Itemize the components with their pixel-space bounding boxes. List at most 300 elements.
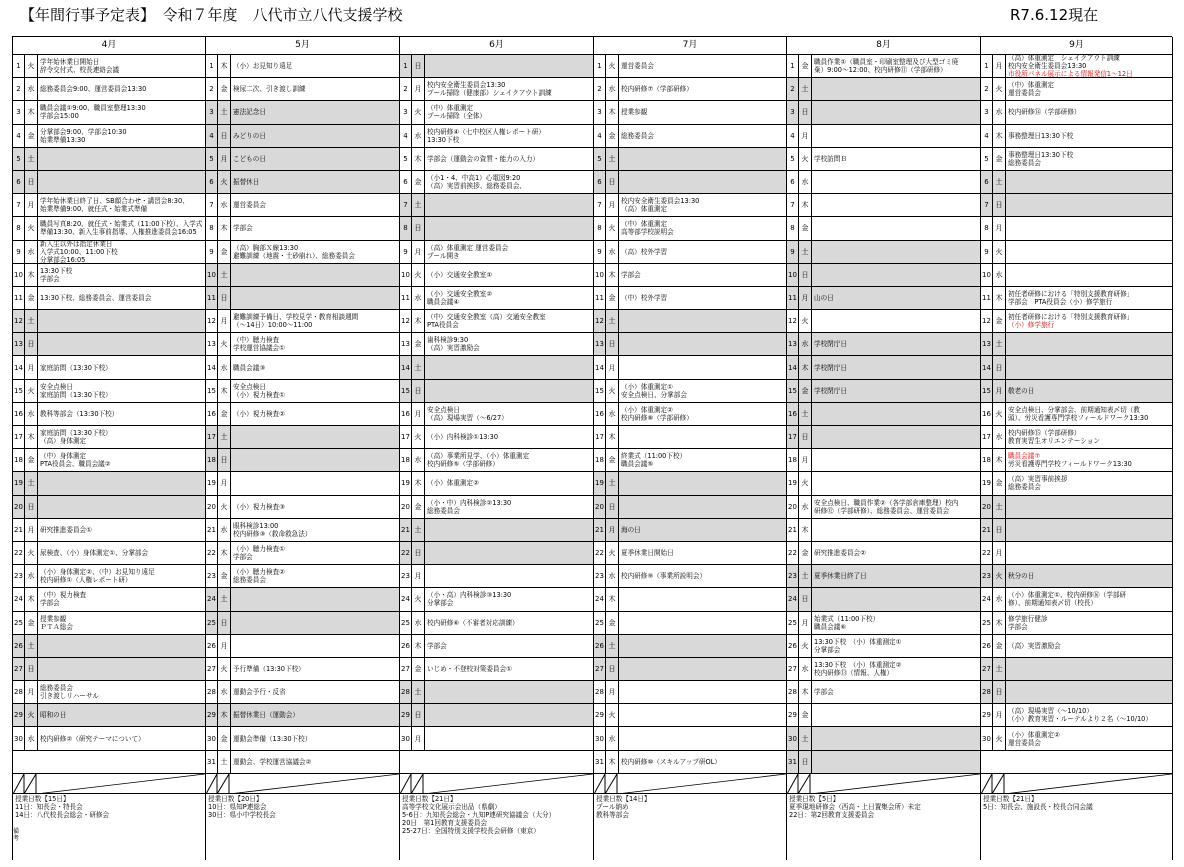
- event-text: （小）修学旅行: [1008, 321, 1055, 330]
- weekday: 木: [799, 681, 812, 703]
- day-events: [231, 380, 399, 402]
- day-row: [13, 148, 205, 171]
- day-number: 27: [13, 658, 25, 680]
- weekday: 水: [25, 241, 38, 263]
- event-text: プール掃除（全体）: [427, 112, 487, 121]
- weekday: 木: [412, 148, 425, 170]
- day-row: [400, 78, 593, 101]
- event-text: 夏季休業日終了日: [814, 572, 867, 581]
- day-events: [38, 496, 205, 518]
- note-line: 夏季現地研修会（西高・上日置集会所）未定: [789, 802, 921, 811]
- event-text: （高）実習激励会: [1008, 641, 1061, 650]
- day-number: 1: [594, 55, 606, 77]
- weekday: 土: [799, 78, 812, 100]
- month-column: [13, 37, 206, 860]
- weekday: 木: [993, 449, 1006, 471]
- day-events: [812, 449, 980, 471]
- day-number: 25: [13, 612, 25, 634]
- day-row: [594, 704, 786, 727]
- weekday: 水: [993, 426, 1006, 448]
- page-title: 【年間行事予定表】 令和７年度 八代市立八代支援学校: [20, 6, 403, 24]
- month-header: 9月: [981, 37, 1172, 55]
- day-events: [38, 171, 205, 193]
- event-text: （小）体重測定②: [621, 405, 674, 414]
- day-events: [1006, 472, 1172, 494]
- day-row: [400, 449, 593, 472]
- day-number: 15: [981, 380, 993, 402]
- event-text: 山の日: [814, 293, 834, 302]
- event-text: （小）体重測定①、校内研修⑯（学部研: [1008, 591, 1127, 600]
- weekday: 土: [412, 194, 425, 216]
- day-row: [594, 356, 786, 379]
- day-row: [981, 171, 1172, 194]
- day-number: 18: [400, 449, 412, 471]
- weekday: 日: [412, 542, 425, 564]
- day-events: [619, 449, 786, 471]
- day-number: 8: [400, 217, 412, 239]
- event-text: 安全点検日: [233, 382, 266, 391]
- day-row: [787, 519, 980, 542]
- weekday: 金: [606, 449, 619, 471]
- day-row: [981, 241, 1172, 264]
- day-events: [425, 264, 593, 286]
- event-text: 校内安全衛生委員会13:30: [427, 81, 506, 90]
- weekday: 日: [25, 171, 38, 193]
- day-events: [619, 658, 786, 680]
- day-number: 15: [13, 380, 25, 402]
- day-events: [425, 241, 593, 263]
- event-text: （中）身体測定: [40, 452, 87, 461]
- day-row: [13, 612, 205, 635]
- day-number: 13: [981, 333, 993, 355]
- day-number: 6: [981, 171, 993, 193]
- weekday: 火: [412, 588, 425, 610]
- weekday: 日: [799, 751, 812, 773]
- day-row: [981, 496, 1172, 519]
- event-text: 安全点検日、職員作業②（各学部倉庫整理）校内: [814, 498, 959, 507]
- weekday: 月: [606, 519, 619, 541]
- month-notes: [13, 794, 205, 820]
- day-row: [13, 588, 205, 611]
- day-number: 28: [594, 681, 606, 703]
- weekday: 火: [993, 565, 1006, 587]
- day-number: 19: [400, 472, 412, 494]
- day-number: 30: [981, 727, 993, 749]
- note-line: 10日：県知P連総会: [208, 802, 267, 811]
- event-text: 安全点検日: [40, 382, 73, 391]
- weekday: 金: [799, 217, 812, 239]
- day-events: [812, 217, 980, 239]
- day-events: [231, 704, 399, 726]
- day-number: 4: [594, 125, 606, 147]
- weekday: 金: [993, 472, 1006, 494]
- weekday: 金: [606, 612, 619, 634]
- event-text: 学校閉庁日: [814, 363, 847, 372]
- day-row: [13, 287, 205, 310]
- day-row: [981, 449, 1172, 472]
- weekday: 月: [412, 403, 425, 425]
- day-number: 30: [400, 727, 412, 749]
- weekday: 水: [412, 125, 425, 147]
- weekday: 火: [25, 55, 38, 77]
- weekday: 月: [993, 542, 1006, 564]
- day-events: [812, 125, 980, 147]
- day-events: [425, 287, 593, 309]
- day-row: [787, 472, 980, 495]
- day-row: [787, 287, 980, 310]
- day-number: 27: [206, 658, 218, 680]
- day-row: [13, 55, 205, 78]
- weekday: 土: [25, 472, 38, 494]
- day-events: [1006, 704, 1172, 726]
- day-number: 3: [981, 101, 993, 123]
- day-row: [206, 496, 399, 519]
- day-number: 30: [206, 727, 218, 749]
- event-text: 学部会: [1008, 622, 1028, 631]
- day-number: 24: [594, 588, 606, 610]
- day-row: [787, 588, 980, 611]
- day-events: [425, 171, 593, 193]
- day-events: [231, 148, 399, 170]
- note-line: 5-6日：九知長会総会・九知P連研究協議会（大分）: [402, 810, 556, 819]
- event-text: 修学旅行健診: [1008, 614, 1048, 623]
- event-text: （高）体重測定 シェイクアウト訓練: [1008, 55, 1120, 63]
- day-row: [594, 588, 786, 611]
- note-line: 30日：県小中学校長会: [208, 810, 276, 819]
- day-row: [787, 148, 980, 171]
- event-text: 引き渡しリハーサル: [40, 692, 99, 701]
- event-text: 尿検査、（小）身体測定①、分掌部会: [40, 549, 149, 558]
- day-number: 17: [13, 426, 25, 448]
- calendar-grid: [12, 36, 1172, 860]
- day-row: [206, 635, 399, 658]
- weekday: 月: [412, 78, 425, 100]
- month-header: 4月: [13, 37, 205, 55]
- day-number: 30: [13, 727, 25, 749]
- weekday: 金: [412, 333, 425, 355]
- day-events: [619, 426, 786, 448]
- day-events: [812, 658, 980, 680]
- weekday: 金: [799, 380, 812, 402]
- event-text: 校内研修⑩（スキルアップ研OL）: [621, 757, 721, 766]
- event-text: 学年始休業日終了日、SB顔合わせ・講習会8:30、: [40, 197, 189, 206]
- weekday: 水: [218, 681, 231, 703]
- weekday: 土: [218, 751, 231, 773]
- event-text: （高）体重測定 運営委員会: [427, 243, 509, 252]
- event-text: （小）聴力検査①: [233, 545, 286, 554]
- day-number: 30: [787, 727, 799, 749]
- weekday: 日: [606, 171, 619, 193]
- day-number: 28: [787, 681, 799, 703]
- day-events: [231, 55, 399, 77]
- weekday: 日: [799, 588, 812, 610]
- event-text: 学部会15:00: [40, 112, 79, 121]
- day-row: [206, 241, 399, 264]
- day-row: [981, 426, 1172, 449]
- event-text: 学部会: [40, 599, 60, 608]
- event-text: 棄）9:00～12:00、校内研修⑪（学部研修）: [814, 66, 947, 75]
- day-events: [38, 472, 205, 494]
- day-number: 6: [206, 171, 218, 193]
- day-row: [594, 751, 786, 774]
- day-number: 31: [787, 751, 799, 773]
- day-number: 3: [594, 101, 606, 123]
- event-text: 校内研修⑧（学部研修）: [621, 413, 693, 422]
- slash-lines: [13, 774, 205, 794]
- day-row: [13, 635, 205, 658]
- weekday: 土: [606, 310, 619, 332]
- event-text: 高等部学校説明会: [621, 228, 674, 237]
- weekday: 月: [25, 681, 38, 703]
- weekday: 水: [25, 403, 38, 425]
- day-number: 9: [594, 241, 606, 263]
- weekday: 火: [412, 101, 425, 123]
- day-events: [425, 588, 593, 610]
- month-column: [787, 37, 981, 860]
- day-events: [1006, 635, 1172, 657]
- day-number: 21: [594, 519, 606, 541]
- day-events: [812, 472, 980, 494]
- day-number: 29: [594, 704, 606, 726]
- day-row: [594, 55, 786, 78]
- day-events: [38, 194, 205, 216]
- day-row: [206, 472, 399, 495]
- day-number: 19: [594, 472, 606, 494]
- day-row: [787, 658, 980, 681]
- day-number: 22: [594, 542, 606, 564]
- day-events: [1006, 519, 1172, 541]
- weekday: 水: [606, 78, 619, 100]
- day-number: 8: [206, 217, 218, 239]
- day-number: 11: [981, 287, 993, 309]
- day-row: [594, 727, 786, 750]
- event-text: 事務整理日13:30下校: [1008, 131, 1074, 140]
- event-text: 総務委員会: [1008, 483, 1041, 492]
- day-events: [1006, 264, 1172, 286]
- day-row: [13, 542, 205, 565]
- day-row: [787, 727, 980, 750]
- day-number: 26: [981, 635, 993, 657]
- weekday: 火: [218, 333, 231, 355]
- day-events: [619, 519, 786, 541]
- weekday: 日: [993, 519, 1006, 541]
- day-number: 7: [400, 194, 412, 216]
- day-row: [594, 194, 786, 217]
- day-number: 1: [400, 55, 412, 77]
- day-row: [594, 125, 786, 148]
- event-text: 始業準備13:30: [40, 135, 86, 144]
- day-number: 4: [981, 125, 993, 147]
- day-number: 17: [787, 426, 799, 448]
- event-text: 歯科検診9:30: [427, 336, 469, 345]
- event-text: 研修⑫（学部研修）、総務委員会、運営委員会: [814, 506, 950, 515]
- weekday: 木: [993, 612, 1006, 634]
- event-text: 学年始休業日開始日: [40, 58, 100, 67]
- day-number: 9: [787, 241, 799, 263]
- day-number: 8: [787, 217, 799, 239]
- day-events: [425, 658, 593, 680]
- day-events: [38, 148, 205, 170]
- day-events: [812, 287, 980, 309]
- day-events: [619, 751, 786, 773]
- weekday: 火: [412, 264, 425, 286]
- day-events: [231, 310, 399, 332]
- day-number: 14: [400, 356, 412, 378]
- day-events: [812, 194, 980, 216]
- day-events: [425, 310, 593, 332]
- day-number: 1: [13, 55, 25, 77]
- event-text: （小）視力検査①: [233, 390, 286, 399]
- day-number: 13: [594, 333, 606, 355]
- day-row: [206, 264, 399, 287]
- weekday: 土: [218, 264, 231, 286]
- weekday: 木: [606, 426, 619, 448]
- event-text: みどりの日: [233, 131, 266, 140]
- weekday: 木: [412, 310, 425, 332]
- weekday: 木: [218, 542, 231, 564]
- day-number: 25: [400, 612, 412, 634]
- day-row: [13, 194, 205, 217]
- event-text: （中）聴力検査: [233, 336, 280, 345]
- event-text: （高）現場実習（～10/10）: [1008, 707, 1093, 716]
- weekday: 木: [799, 356, 812, 378]
- event-text: 研究推進委員会①: [40, 525, 93, 534]
- event-text: （高）現場実習（～6/27）: [427, 413, 508, 422]
- weekday: 日: [25, 333, 38, 355]
- day-number: 28: [13, 681, 25, 703]
- event-text: （小）聴力検査②: [233, 568, 286, 577]
- event-text: 校内安全衛生委員会13:30: [621, 197, 700, 206]
- day-events: [38, 125, 205, 147]
- slash-cell: [787, 774, 980, 794]
- day-events: [619, 681, 786, 703]
- weekday: 火: [799, 310, 812, 332]
- weekday: 月: [606, 194, 619, 216]
- day-number: 4: [206, 125, 218, 147]
- weekday: 水: [412, 449, 425, 471]
- event-text: （中）体重測定: [427, 104, 474, 113]
- day-row: [594, 310, 786, 333]
- day-row: [400, 101, 593, 124]
- day-number: 12: [787, 310, 799, 332]
- weekday: 日: [218, 612, 231, 634]
- event-text: （～14日）10:00～11:00: [233, 321, 313, 330]
- event-text: （高）体重測定: [621, 205, 668, 214]
- day-row: [13, 449, 205, 472]
- day-number: 21: [206, 519, 218, 541]
- day-events: [231, 101, 399, 123]
- weekday: 木: [25, 101, 38, 123]
- day-row: [400, 426, 593, 449]
- weekday: 金: [993, 635, 1006, 657]
- day-events: [812, 55, 980, 77]
- day-number: 14: [981, 356, 993, 378]
- month-notes: [594, 794, 786, 820]
- day-events: [38, 380, 205, 402]
- event-text: 学部会: [233, 553, 253, 562]
- weekday: 月: [412, 727, 425, 749]
- day-events: [1006, 380, 1172, 402]
- day-row: [400, 542, 593, 565]
- event-text: 準備13:30、新入生事前指導、人権推進委員会16:05: [40, 228, 197, 237]
- day-events: [1006, 194, 1172, 216]
- day-events: [1006, 241, 1172, 263]
- day-row: [981, 148, 1172, 171]
- event-text: 秋分の日: [1008, 572, 1035, 581]
- day-row: [13, 519, 205, 542]
- day-events: [38, 612, 205, 634]
- day-row: [787, 542, 980, 565]
- day-events: [812, 78, 980, 100]
- day-events: [38, 426, 205, 448]
- day-row: [206, 356, 399, 379]
- day-row: [400, 565, 593, 588]
- month-header: 7月: [594, 37, 786, 55]
- day-number: 28: [206, 681, 218, 703]
- day-row: [787, 171, 980, 194]
- day-number: 21: [400, 519, 412, 541]
- day-events: [231, 287, 399, 309]
- day-row: [981, 356, 1172, 379]
- event-text: 安全点検日、分掌部会: [621, 390, 687, 399]
- event-text: 総務委員会: [621, 131, 654, 140]
- weekday: 月: [218, 472, 231, 494]
- day-number: 12: [13, 310, 25, 332]
- day-events: [425, 194, 593, 216]
- day-number: 22: [981, 542, 993, 564]
- month-column: [981, 37, 1173, 860]
- day-events: [231, 194, 399, 216]
- event-text: 学校閉庁日: [814, 340, 847, 349]
- day-row: [13, 403, 205, 426]
- day-row: [400, 519, 593, 542]
- day-row: [400, 380, 593, 403]
- month-column: [206, 37, 400, 860]
- weekday: 月: [799, 612, 812, 634]
- weekday: 土: [606, 148, 619, 170]
- day-events: [619, 704, 786, 726]
- day-events: [38, 727, 205, 749]
- day-number: 8: [981, 217, 993, 239]
- day-events: [231, 496, 399, 518]
- day-row: [594, 78, 786, 101]
- event-text: 頭）、労災看護専門学校フィールドワーク13:30: [1008, 413, 1149, 422]
- day-row: [206, 704, 399, 727]
- day-row: [594, 264, 786, 287]
- event-text: （中）体重測定: [1008, 81, 1055, 90]
- day-number: 29: [981, 704, 993, 726]
- weekday: 金: [799, 542, 812, 564]
- day-number: 11: [13, 287, 25, 309]
- weekday: 水: [993, 588, 1006, 610]
- event-text: 総務委員会: [40, 684, 73, 693]
- day-row: [13, 264, 205, 287]
- day-number: 31: [594, 751, 606, 773]
- event-text: 検尿二次、引き渡し訓練: [233, 85, 306, 94]
- event-text: 分掌部会: [427, 599, 454, 608]
- day-events: [812, 704, 980, 726]
- weekday: 日: [412, 380, 425, 402]
- day-row: [787, 264, 980, 287]
- day-row: [787, 356, 980, 379]
- day-row: [206, 519, 399, 542]
- event-text: （小）お見知り遠足: [233, 62, 293, 71]
- weekday: 土: [993, 171, 1006, 193]
- day-events: [38, 101, 205, 123]
- day-number: 20: [206, 496, 218, 518]
- day-events: [812, 403, 980, 425]
- day-number: 19: [981, 472, 993, 494]
